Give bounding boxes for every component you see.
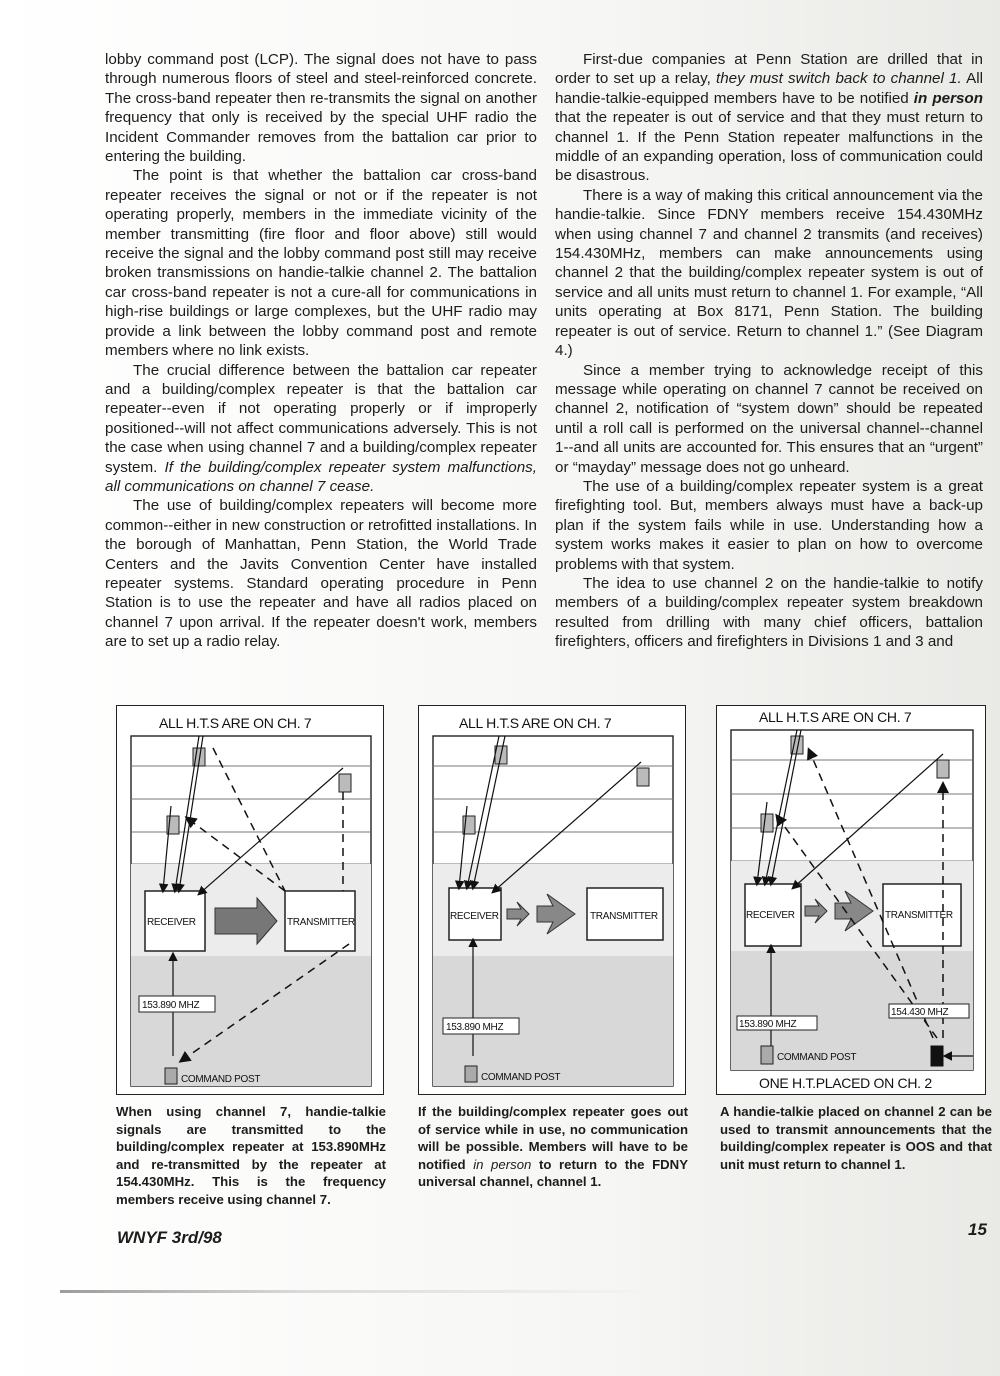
paragraph-segment: There is a way of making this critical announcement via the handie-talkie. Since FDNY members receive 154.430MHz when using channel 7 and channel 2 transmits (and receives) 154.430MHz, members can make announcements using channel 2 that the building/complex repeater system is out of service and all units must return to channel 1. For example, “All units operating at Box 8171, Penn Station. The building repeater is out of service. Return to channel 1.” (See Diagram 4.) [555,186,983,360]
transmitter-label: TRANSMITTER [287,917,355,928]
paragraph-segment: First-due companies at Penn Station are drilled that in order to set up a relay, [555,51,983,88]
publication-footer: WNYF 3rd/98 [117,1228,222,1247]
receiver-label: RECEIVER [147,917,196,928]
paragraph [105,361,537,497]
caption-diagram-3 [720,1103,992,1173]
page-number: 15 [968,1220,987,1239]
paragraph-segment: The use of a building/complex repeater system is a great firefighting tool. But, members always must have a back-up plan if the system fails while in use. Understanding how a system works makes it easier to plan on how to overcome problems with that system. [555,477,983,573]
diagram-channel-2-announcement [716,705,986,1095]
receiver-label: RECEIVER [746,910,795,921]
diagram-title: ALL H.T.S ARE ON CH. 7 [459,715,612,731]
caption-segment: When using channel 7, handie-talkie signals are transmitted to the building/complex repeater at 153.890MHz and re-transmitted by the repeater at 154.430MHz. This is the frequency members receive using channel 7. [116,1104,386,1207]
paragraph-segment: lobby command post (LCP). The signal does not have to pass through numerous floors of steel and steel-reinforced concrete. The cross-band repeater then re-transmits the signal on another frequency that only is received by the special UHF radio the Incident Commander removes from the battalion car prior to entering the building. [105,51,537,166]
paragraph-segment: in person [913,89,983,107]
paragraph [555,477,983,574]
handie-talkie-icon [637,768,649,786]
diagram-title: ALL H.T.S ARE ON CH. 7 [759,709,912,725]
paragraph-segment: If the building/complex repeater system malfunctions, all communications on channel 7 cease. [105,458,537,495]
frequency-label: 153.890 MHZ [739,1019,797,1030]
paragraph-segment: All handie-talkie-equipped members have to be notified [555,70,983,107]
frequency-label: 153.890 MHZ [142,1000,200,1011]
right-text-column [555,50,983,652]
diagram-normal-operation [116,705,384,1095]
paragraph [105,166,537,360]
paragraph [105,496,537,651]
paragraph-segment: The use of building/complex repeaters will become more common--either in new construction or retrofitted installations. In the borough of Manhattan, Penn Station, the World Trade Centers and the Javits Convention Center have installed repeater systems. Standard operating procedure in Penn Station is to use the repeater and have all radios placed on channel 7 upon arrival. If the repeater doesn't work, members are to set up a radio relay. [105,497,537,651]
diagram-title: ALL H.T.S ARE ON CH. 7 [159,715,312,731]
paragraph [555,361,983,477]
left-text-column [105,50,537,652]
paragraph [105,50,537,166]
scan-shadow [60,1290,660,1293]
paragraph-segment: The idea to use channel 2 on the handie-talkie to notify members of a building/complex repeater system breakdown resulted from drilling with many chief officers, battalion firefighters, officers and firefighters in Divisions 1 and 3 and [555,574,983,651]
caption-diagram-1 [116,1103,386,1209]
diagram-repeater-failure [418,705,686,1095]
paragraph [555,50,983,186]
command-post-radio-icon [165,1068,177,1084]
paragraph-segment: Since a member trying to acknowledge receipt of this message while operating on channel 7 cannot be received on channel 2, notification of “system down” should be repeated until a roll call is performed on the universal channel--channel 1--and all units are accounted for. This ensures that an “urgent” or “mayday” message does not go unheard. [555,361,983,476]
command-post-label: COMMAND POST [481,1072,561,1083]
handie-talkie-icon [937,760,949,778]
caption-diagram-2 [418,1103,688,1191]
command-post-label: COMMAND POST [777,1052,857,1063]
paragraph [555,574,983,652]
channel-2-radio-icon [931,1046,943,1066]
handie-talkie-icon [339,774,351,792]
command-post-radio-icon [465,1066,477,1082]
paragraph [555,186,983,361]
transmitter-label: TRANSMITTER [885,910,953,921]
frequency-label: 153.890 MHZ [446,1022,504,1033]
paragraph-segment: The crucial difference between the battalion car repeater and a building/complex repeater is that the battalion car repeater--even if not operating properly or if improperly positioned--will not affect communications adversely. This is not the case when using channel 7 and a building/complex repeater system. [105,361,537,476]
paragraph-segment: The point is that whether the battalion car cross-band repeater receives the signal or not or if the repeater is not operating properly, members in the immediate vicinity of the member transmitting (fire floor and floor above) still would receive the signal and the lobby command post still may receive broken transmissions on handie-talkie channel 2. The battalion car cross-band repeater is not a cure-all for communications in high-rise buildings or large complexes, but the UHF radio may provide a link between the lobby command post and remote members where no link exists. [105,167,537,360]
command-post-label: COMMAND POST [181,1074,261,1085]
paragraph-segment: they must switch back to channel 1. [716,70,962,88]
caption-segment: to return to the FDNY universal channel, channel 1. [418,1156,688,1190]
transmitter-label: TRANSMITTER [590,911,658,922]
handie-talkie-icon [761,814,773,832]
paragraph-segment: that the repeater is out of service and that they must return to channel 1. If the Penn Station repeater malfunctions in the middle of an expanding operation, loss of communication could be disastrous. [555,109,983,185]
frequency-label-channel-2: 154.430 MHZ [891,1007,949,1018]
command-post-radio-icon [761,1046,773,1064]
caption-segment: If the building/complex repeater goes out of service while in use, no communication will be possible. Members will have to be notified [418,1104,688,1172]
caption-segment: A handie-talkie placed on channel 2 can be used to transmit announcements that the building/complex repeater is OOS and that unit must return to channel 1. [720,1104,992,1172]
channel-2-label: ONE H.T.PLACED ON CH. 2 [759,1075,932,1091]
receiver-label: RECEIVER [450,911,499,922]
caption-segment: in person [473,1156,532,1172]
